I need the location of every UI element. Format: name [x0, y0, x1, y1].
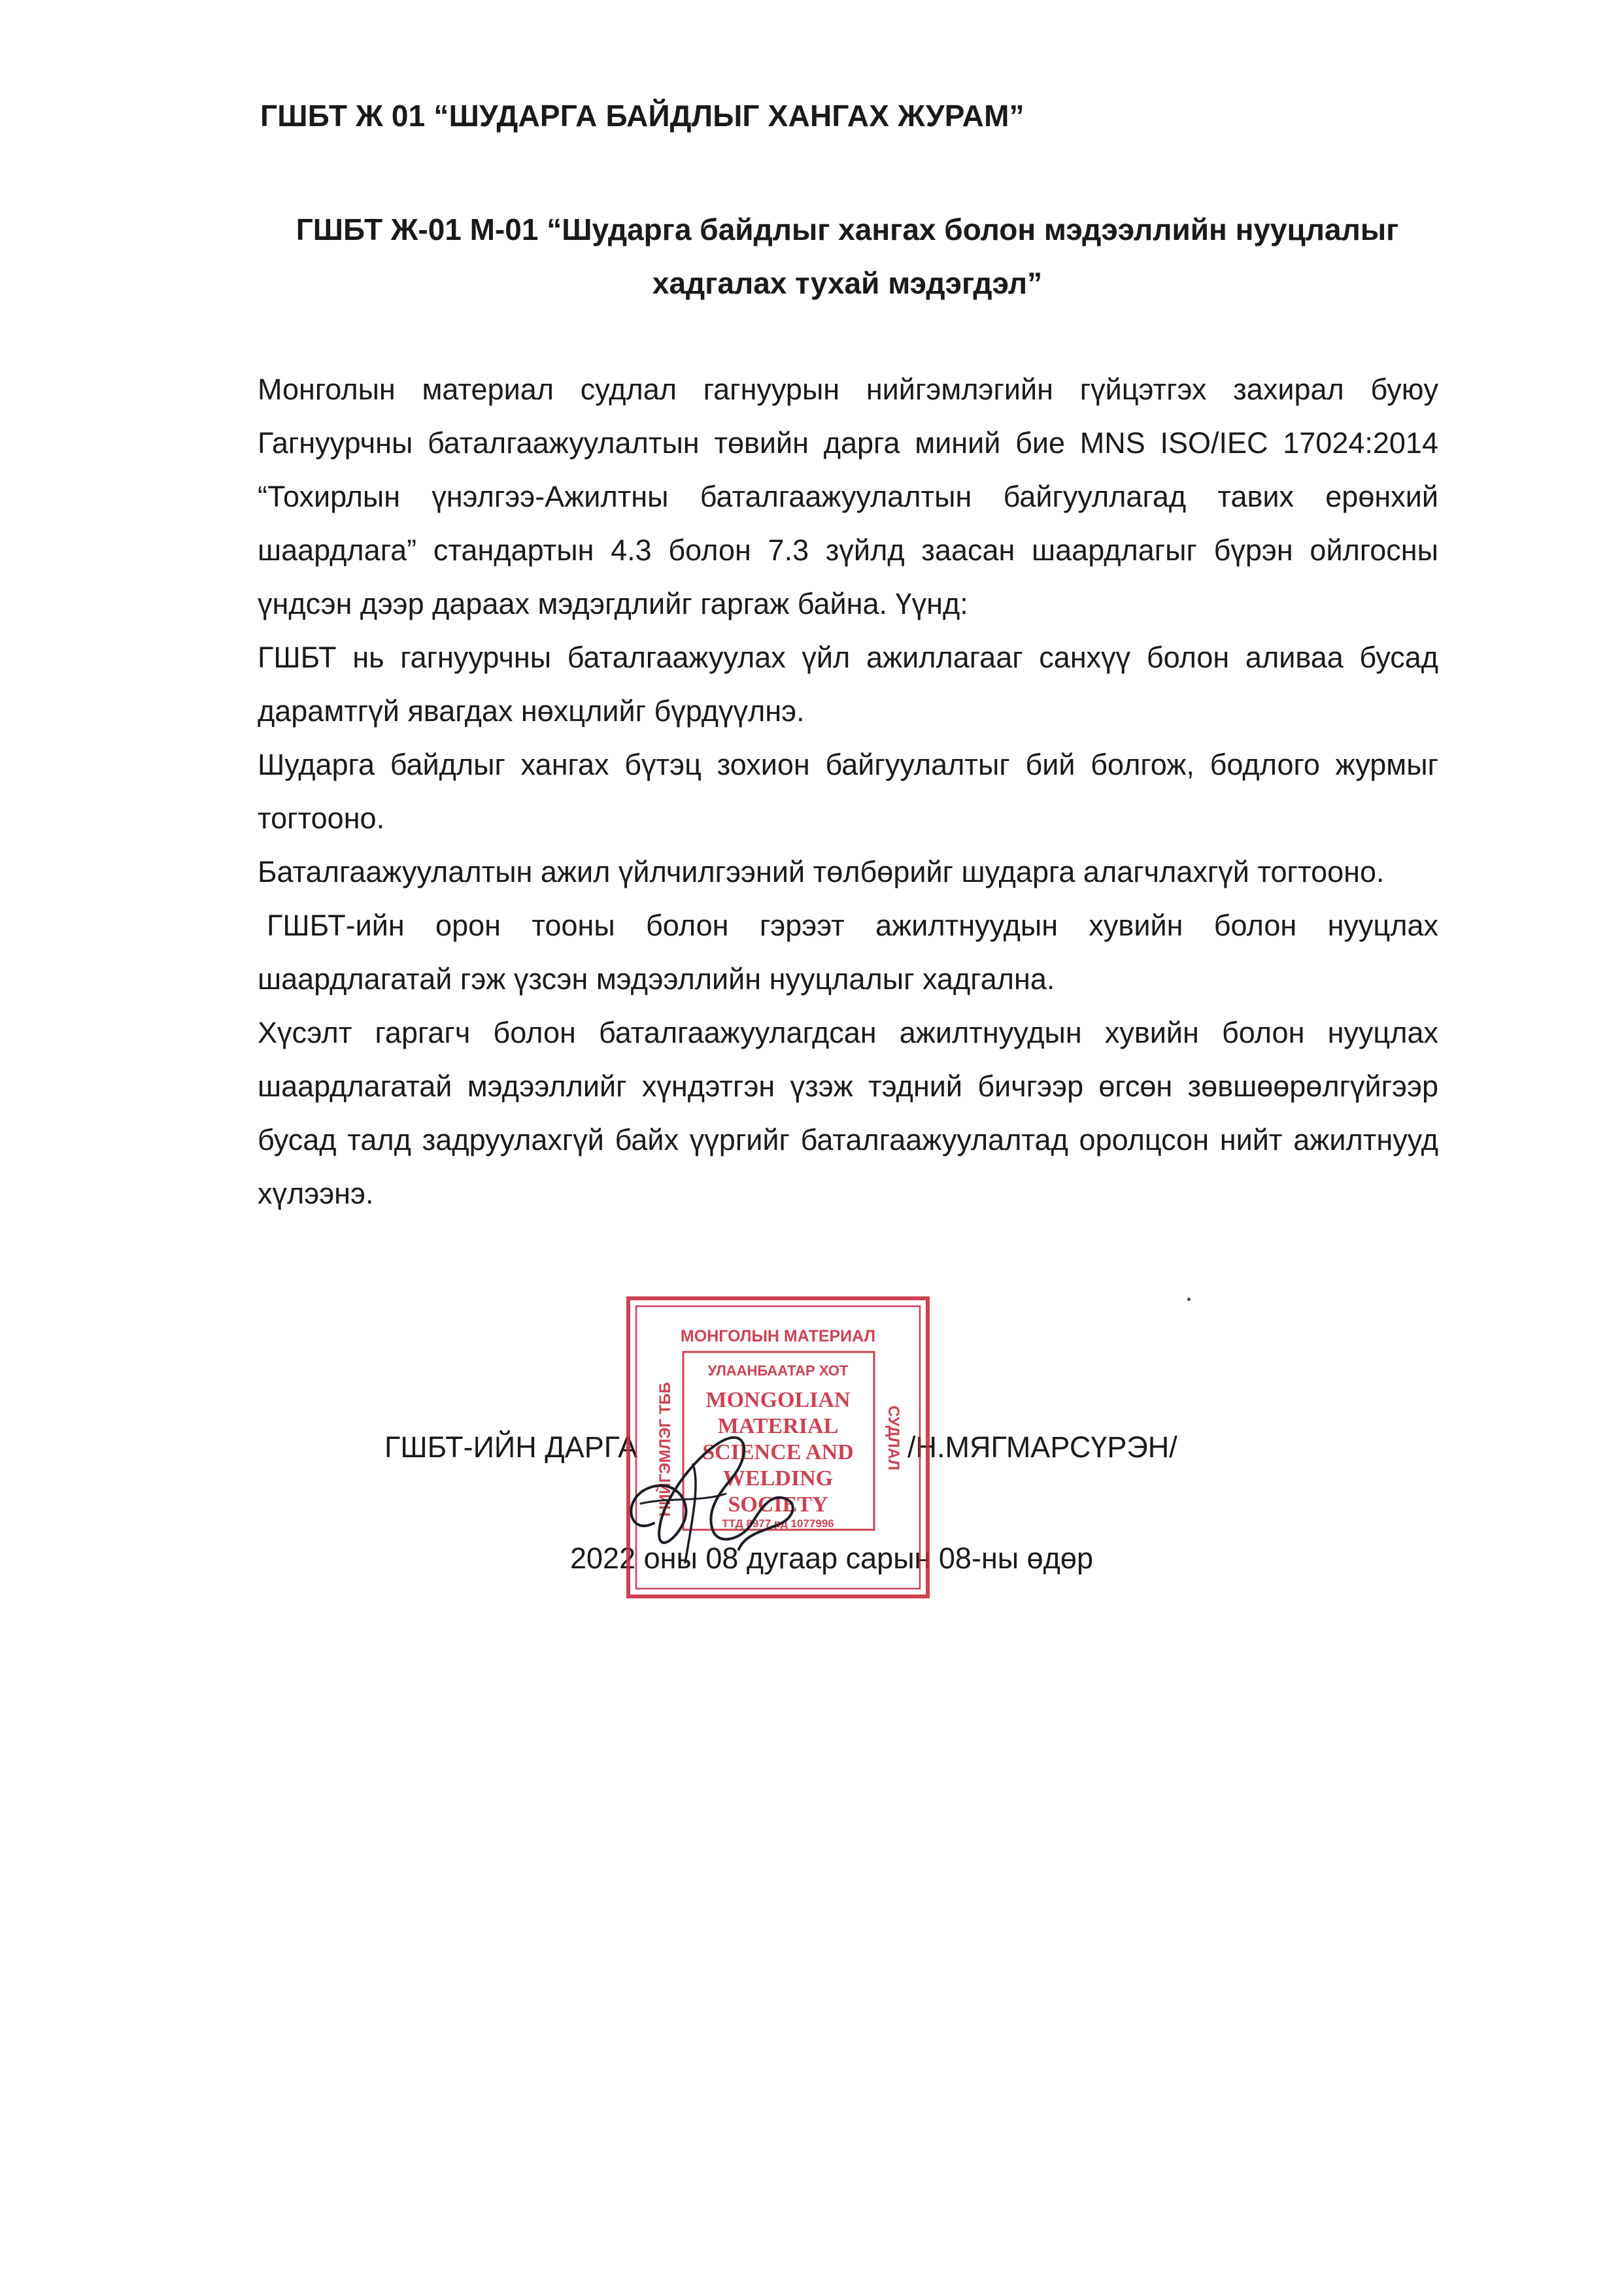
document-body: [258, 363, 1438, 1221]
stamp-english-line-4: WELDING: [722, 1466, 834, 1491]
paragraph-item-5: Хүсэлт гаргагч болон баталгаажуулагдсан ажилтнуудын хувийн болон нууцлах шаардлагатай мэдээллийг хүндэтгэн үзэж тэдний бичгээр өгсөн зөвшөөрөлгүйгээр бусад талд задруулахгүй байх үүргийг баталгаажуулалтад оролцсон нийт ажилтнууд хүлээнэ.: [258, 1016, 1438, 1210]
stamp-registration: ТТД 8977 рд 1077996: [722, 1517, 834, 1530]
paragraph-intro: Монголын материал судлал гагнуурын нийгэмлэгийн гүйцэтгэх захирал буюу Гагнуурчны баталгаажуулалтын төвийн дарга миний бие MNS ISO/IEC 17024:2014 “Тохирлын үнэлгээ-Ажилтны баталгаажуулалтын байгууллагад тавих ерөнхий шаардлага” стандартын 4.3 болон 7.3 зүйлд заасан шаардлагыг бүрэн ойлгосны үндсэн дээр дараах мэдэгдлийг гаргаж байна. Үүнд:: [258, 373, 1438, 620]
stamp-english-line-5: SOCIETY: [728, 1493, 828, 1517]
signature-date: 2022 оны 08 дугаар сарын 08-ны өдөр: [570, 1542, 1093, 1575]
subtitle-line-2: хадгалах тухай мэдэгдэл”: [652, 266, 1043, 300]
signature-label: ГШБТ-ИЙН ДАРГА: [384, 1430, 638, 1464]
scan-speck: [1187, 1298, 1191, 1301]
signature-name: /Н.МЯГМАРСҮРЭН/: [907, 1430, 1177, 1464]
handwritten-signature: [615, 1425, 824, 1576]
paragraph-item-4: ГШБТ-ийн орон тооны болон гэрээт ажилтнуудын хувийн болон нууцлах шаардлагатай гэж үзсэн мэдээллийн нууцлалыг хадгална.: [258, 909, 1438, 996]
stamp-left-text: НИЙГЭМЛЭГ ТББ: [656, 1382, 674, 1517]
stamp-english-line-2: MATERIAL: [717, 1414, 839, 1438]
stamp-city-text: УЛААНБААТАР ХОТ: [707, 1362, 849, 1379]
stamp-right-text: СУДЛАЛ: [885, 1406, 902, 1471]
stamp-english-line-1: MONGOLIAN: [705, 1388, 851, 1412]
paragraph-item-3: Баталгаажуулалтын ажил үйлчилгээний төлбөрийг шударга алагчлахгүй тогтооно.: [258, 855, 1385, 888]
document-title: ГШБТ Ж 01 “ШУДАРГА БАЙДЛЫГ ХАНГАХ ЖУРАМ”: [260, 99, 1024, 133]
document-subtitle: [260, 203, 1434, 310]
stamp-top-text: МОНГОЛЫН МАТЕРИАЛ: [680, 1327, 876, 1345]
subtitle-line-1: ГШБТ Ж-01 М-01 “Шударга байдлыг хангах болон мэдээллийн нууцлалыг: [296, 212, 1399, 246]
paragraph-item-1: ГШБТ нь гагнуурчны баталгаажуулах үйл ажиллагааг санхүү болон аливаа бусад дарамтгүй явагдах нөхцлийг бүрдүүлнэ.: [258, 641, 1438, 728]
stamp-english-line-3: SCIENCE AND: [702, 1440, 854, 1464]
paragraph-item-2: Шударга байдлыг хангах бүтэц зохион байгуулалтыг бий болгож, бодлого журмыг тогтооно.: [258, 748, 1438, 835]
